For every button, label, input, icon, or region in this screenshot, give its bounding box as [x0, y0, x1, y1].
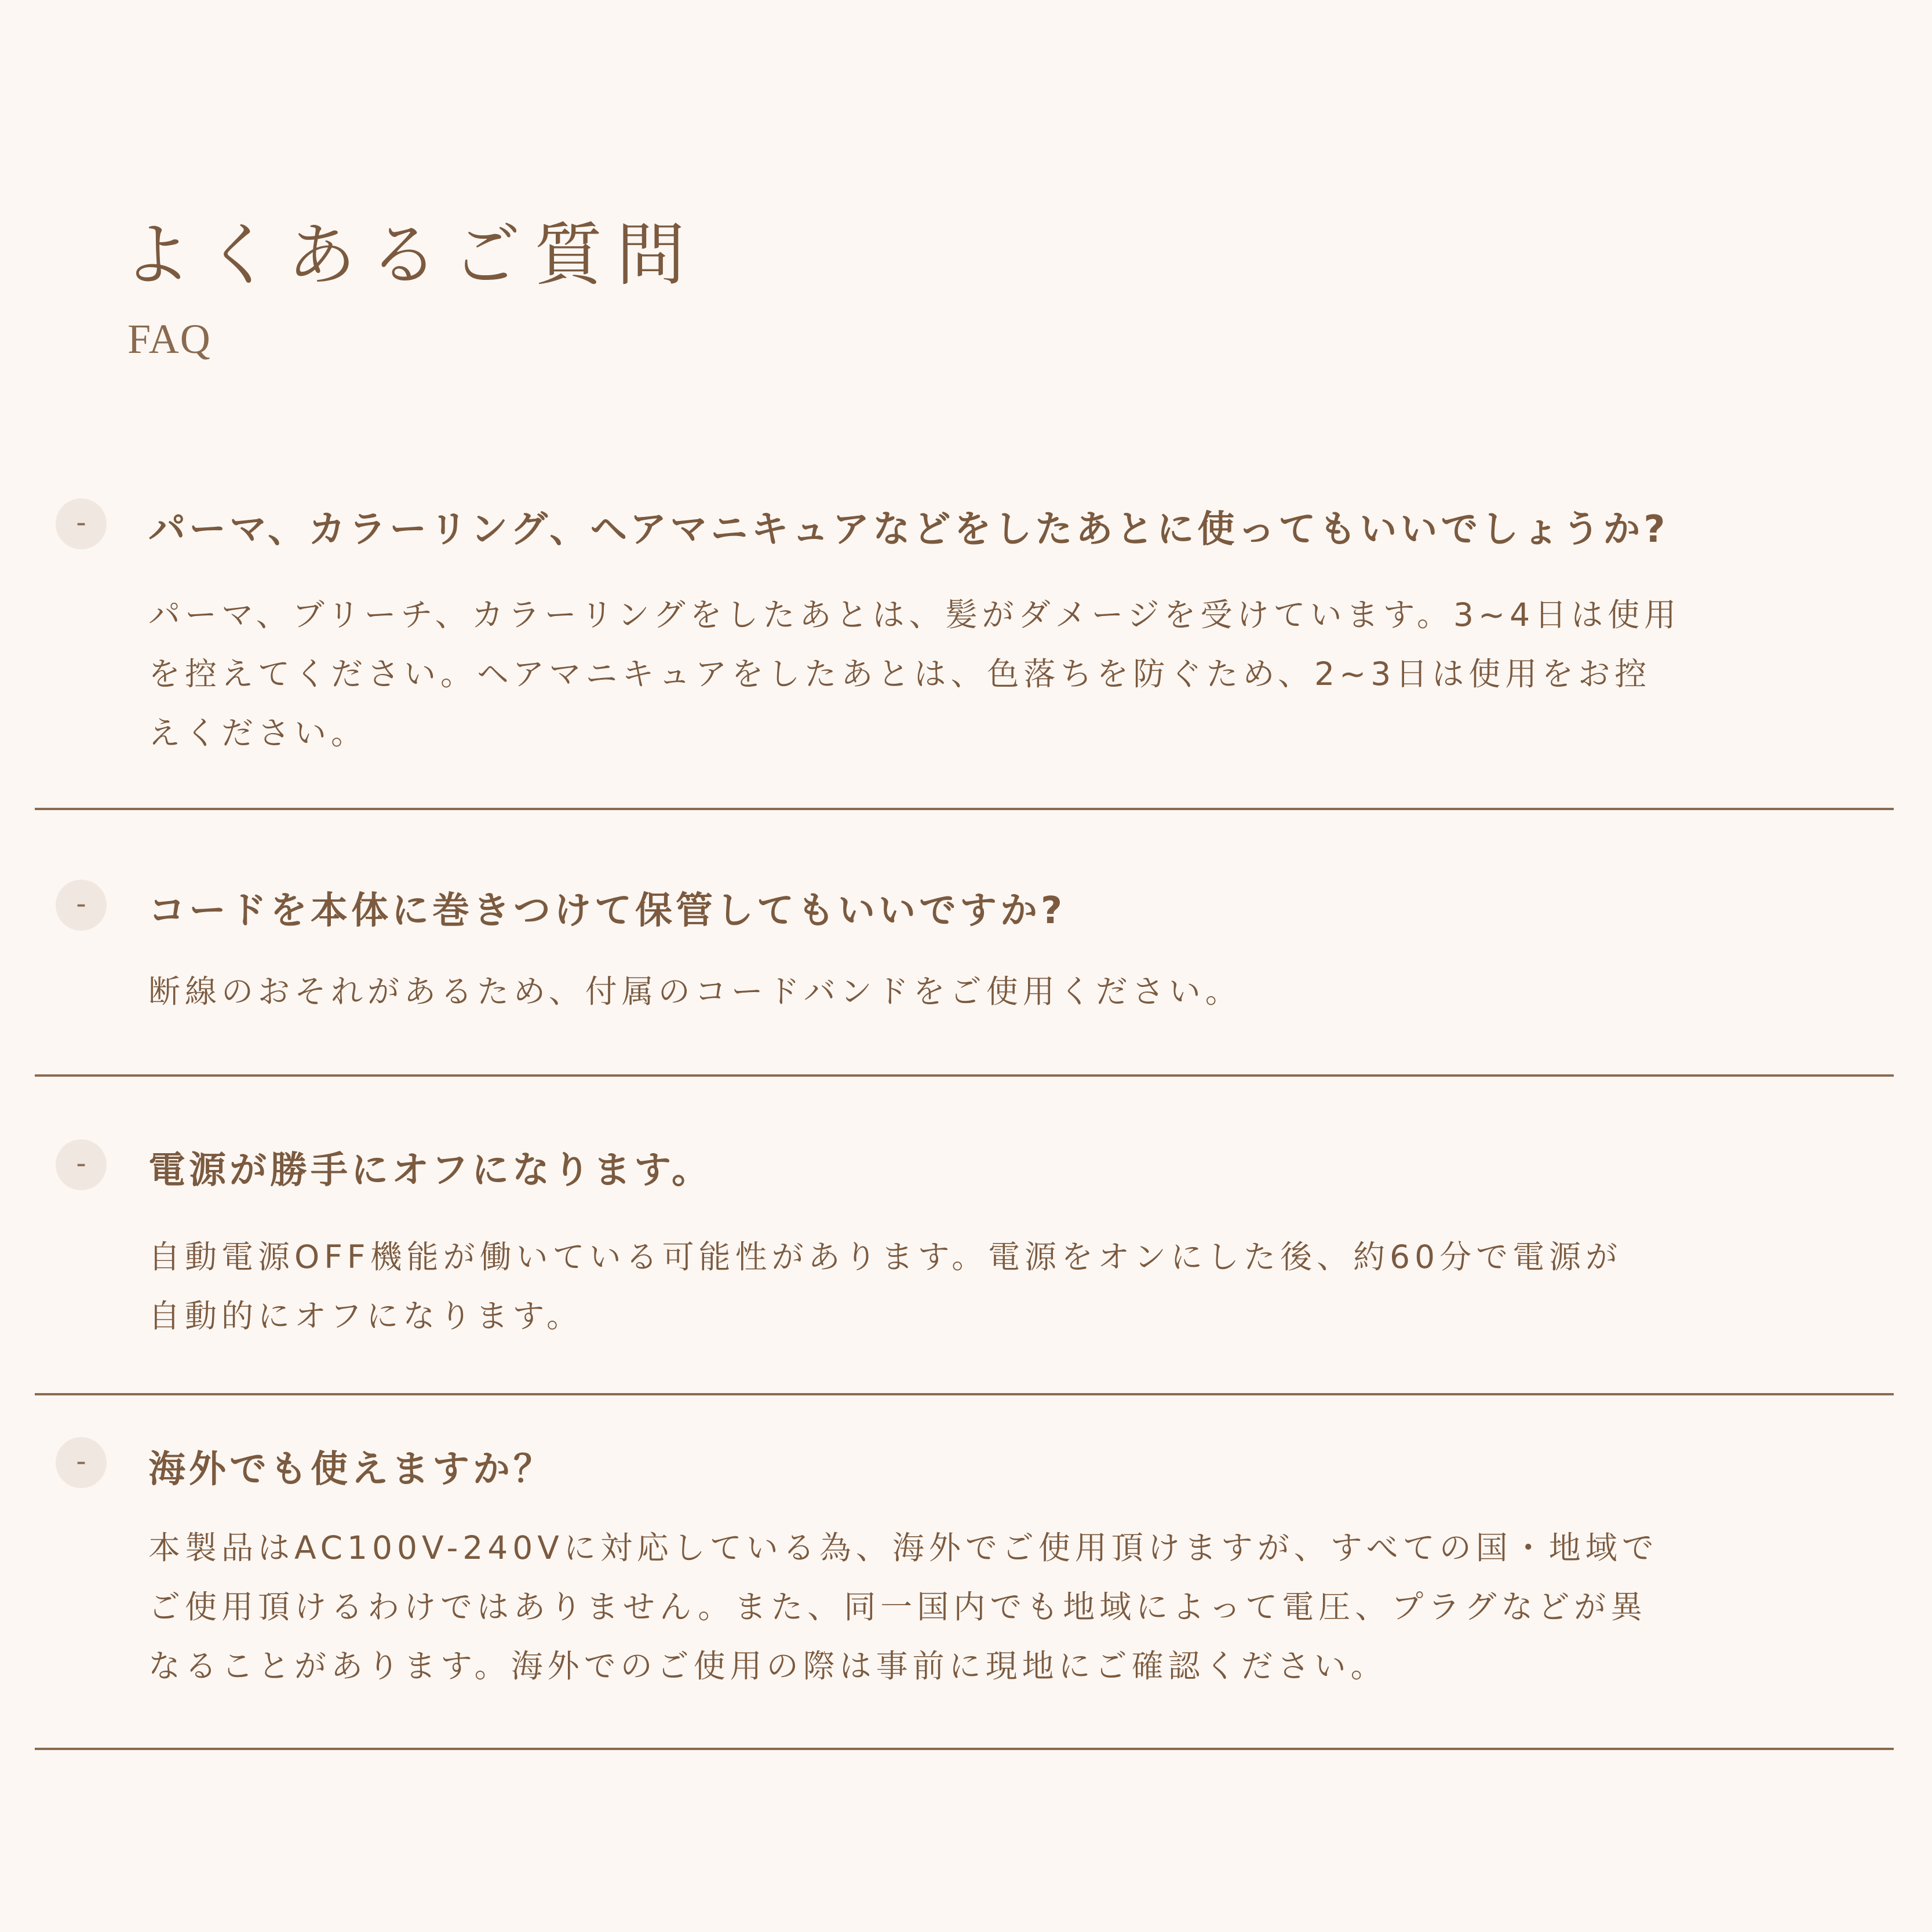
- faq-question[interactable]: 海外でも使えますか？: [148, 1448, 554, 1491]
- faq-answer-line: ご使用頂けるわけではありません。また、同一国内でも地域によって電圧、プラグなどが異: [148, 1588, 1647, 1625]
- faq-answer: [148, 962, 1638, 1021]
- collapse-toggle-button[interactable]: -: [56, 498, 107, 549]
- collapse-toggle-button[interactable]: -: [56, 1437, 107, 1488]
- faq-question[interactable]: 電源が勝手にオフになります。: [148, 1149, 712, 1192]
- divider: [35, 1748, 1894, 1750]
- collapse-toggle-button[interactable]: -: [56, 1139, 107, 1190]
- faq-question[interactable]: パーマ、カラーリング、ヘアマニキュアなどをしたあとに使ってもいいでしょうか?: [148, 508, 1669, 551]
- faq-answer-line: えください。: [148, 715, 368, 752]
- divider: [35, 1393, 1894, 1395]
- faq-question[interactable]: コードを本体に巻きつけて保管してもいいですか?: [148, 890, 1066, 932]
- faq-answer-line: パーマ、ブリーチ、カラーリングをしたあとは、髪がダメージを受けています。3~4日は使用: [148, 596, 1681, 633]
- faq-answer-line: なることがあります。海外でのご使用の際は事前に現地にご確認ください。: [148, 1647, 1387, 1685]
- divider: [35, 1074, 1894, 1077]
- faq-answer: [148, 1518, 1658, 1696]
- faq-answer-line: を控えてください。ヘアマニキュアをしたあとは、色落ちを防ぐため、2~3日は使用をお控: [148, 655, 1652, 692]
- faq-answer: [148, 585, 1681, 763]
- faq-answer-line: 断線のおそれがあるため、付属のコードバンドをご使用ください。: [148, 973, 1242, 1010]
- page-subtitle: FAQ: [127, 316, 212, 362]
- faq-answer-line: 本製品はAC100V-240Vに対応している為、海外でご使用頂けますが、すべての国・地域で: [148, 1529, 1658, 1566]
- faq-answer: [148, 1227, 1638, 1346]
- faq-answer-line: 自動的にオフになります。: [148, 1297, 583, 1335]
- page-title: よくあるご質問: [123, 215, 699, 295]
- divider: [35, 808, 1894, 810]
- collapse-toggle-button[interactable]: -: [56, 880, 107, 931]
- faq-answer-line: 自動電源OFF機能が働いている可能性があります。電源をオンにした後、約60分で電源が: [148, 1238, 1623, 1275]
